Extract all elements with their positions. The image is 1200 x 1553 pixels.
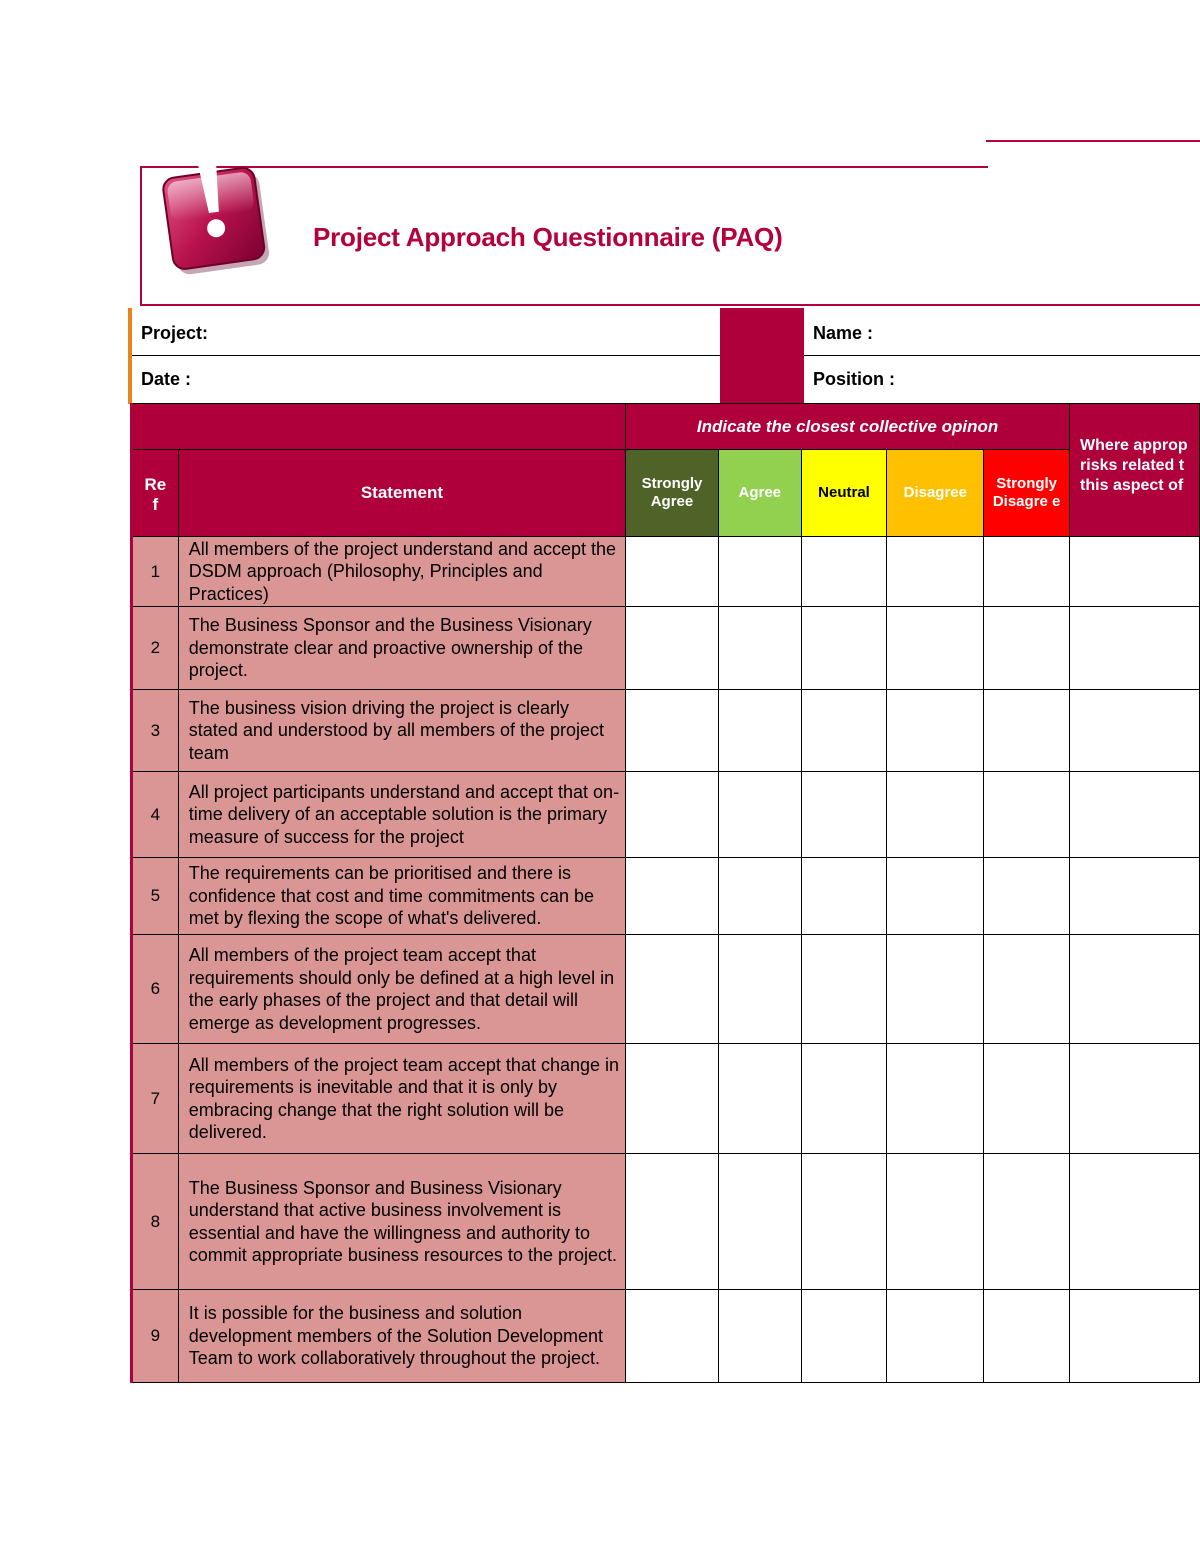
row-statement: The Business Sponsor and Business Visionary understand that active business involvement is essential and have the willingness and authority to commit appropriate business resources to the project.: [178, 1154, 625, 1290]
ref-header: Re f: [132, 450, 179, 537]
risk-notes-cell[interactable]: [1070, 858, 1200, 935]
row-ref: 9: [132, 1290, 179, 1383]
opinion-cell-2[interactable]: [801, 537, 887, 607]
opinion-cell-2[interactable]: [801, 607, 887, 690]
opinion-cell-1[interactable]: [718, 772, 801, 858]
opinion-cell-4[interactable]: [984, 858, 1070, 935]
table-row: [132, 935, 1200, 1044]
header-spacer: [132, 404, 626, 450]
opinion-cell-3[interactable]: [887, 935, 984, 1044]
opinion-cell-0[interactable]: [626, 1044, 719, 1154]
row-statement: The requirements can be prioritised and there is confidence that cost and time commitments can be met by flexing the scope of what's delivered.: [178, 858, 625, 935]
opinion-header-1: Agree: [718, 450, 801, 537]
opinion-cell-1[interactable]: [718, 858, 801, 935]
opinion-cell-1[interactable]: [718, 690, 801, 772]
opinion-cell-0[interactable]: [626, 858, 719, 935]
risk-notes-cell[interactable]: [1070, 690, 1200, 772]
opinion-cell-2[interactable]: [801, 690, 887, 772]
opinion-cell-3[interactable]: [887, 772, 984, 858]
row-ref: 6: [132, 935, 179, 1044]
row-statement: The Business Sponsor and the Business Visionary demonstrate clear and proactive ownership of the project.: [178, 607, 625, 690]
name-field-line: [804, 355, 1200, 356]
opinion-cell-2[interactable]: [801, 935, 887, 1044]
row-statement: All project participants understand and accept that on-time delivery of an acceptable solution is the primary measure of success for the project: [178, 772, 625, 858]
opinion-cell-0[interactable]: [626, 1290, 719, 1383]
opinion-cell-2[interactable]: [801, 1290, 887, 1383]
row-statement: All members of the project team accept that change in requirements is inevitable and that it is only by embracing change that the right solution will be delivered.: [178, 1044, 625, 1154]
opinion-cell-3[interactable]: [887, 607, 984, 690]
risk-notes-cell[interactable]: [1070, 607, 1200, 690]
opinion-cell-1[interactable]: [718, 537, 801, 607]
opinion-cell-3[interactable]: [887, 537, 984, 607]
row-ref: 4: [132, 772, 179, 858]
risk-notes-cell[interactable]: [1070, 537, 1200, 607]
project-label: Project:: [141, 323, 209, 343]
opinion-cell-3[interactable]: [887, 858, 984, 935]
opinion-header: Indicate the closest collective opinon: [626, 404, 1070, 450]
info-accent-bar: [128, 308, 132, 404]
opinion-cell-2[interactable]: [801, 1044, 887, 1154]
opinion-cell-3[interactable]: [887, 1044, 984, 1154]
opinion-cell-4[interactable]: [984, 537, 1070, 607]
opinion-cell-1[interactable]: [718, 935, 801, 1044]
opinion-cell-1[interactable]: [718, 1154, 801, 1290]
opinion-cell-1[interactable]: [718, 1290, 801, 1383]
opinion-cell-4[interactable]: [984, 1044, 1070, 1154]
statement-header: Statement: [178, 450, 625, 537]
where-header: Where approp risks related t this aspect of: [1070, 404, 1200, 537]
opinion-cell-2[interactable]: [801, 772, 887, 858]
exclamation-icon: [158, 158, 276, 276]
questionnaire-table: [130, 403, 1200, 1383]
risk-notes-cell[interactable]: [1070, 1044, 1200, 1154]
table-row: [132, 607, 1200, 690]
opinion-cell-0[interactable]: [626, 690, 719, 772]
opinion-cell-4[interactable]: [984, 935, 1070, 1044]
risk-notes-cell[interactable]: [1070, 1154, 1200, 1290]
opinion-header-4: Strongly Disagre e: [984, 450, 1070, 537]
row-ref: 3: [132, 690, 179, 772]
opinion-cell-0[interactable]: [626, 607, 719, 690]
project-field-line: [132, 355, 720, 356]
row-ref: 1: [132, 537, 179, 607]
table-row: [132, 772, 1200, 858]
opinion-cell-3[interactable]: [887, 1154, 984, 1290]
position-label: Position :: [813, 369, 895, 389]
table-row: [132, 537, 1200, 607]
name-label: Name :: [813, 323, 874, 343]
page-title: Project Approach Questionnaire (PAQ): [313, 222, 783, 252]
table-row: [132, 1290, 1200, 1383]
row-statement: All members of the project team accept that requirements should only be defined at a high level in the early phases of the project and that detail will emerge as development progresses.: [178, 935, 625, 1044]
row-statement: All members of the project understand and accept the DSDM approach (Philosophy, Principles and Practices): [178, 537, 625, 607]
opinion-cell-4[interactable]: [984, 1154, 1070, 1290]
opinion-cell-0[interactable]: [626, 772, 719, 858]
row-ref: 2: [132, 607, 179, 690]
opinion-cell-4[interactable]: [984, 772, 1070, 858]
opinion-cell-1[interactable]: [718, 1044, 801, 1154]
risk-notes-cell[interactable]: [1070, 772, 1200, 858]
opinion-cell-0[interactable]: [626, 935, 719, 1044]
table-row: [132, 1154, 1200, 1290]
row-ref: 5: [132, 858, 179, 935]
opinion-cell-4[interactable]: [984, 690, 1070, 772]
opinion-cell-0[interactable]: [626, 1154, 719, 1290]
table-row: [132, 690, 1200, 772]
opinion-cell-0[interactable]: [626, 537, 719, 607]
opinion-cell-4[interactable]: [984, 1290, 1070, 1383]
risk-notes-cell[interactable]: [1070, 1290, 1200, 1383]
opinion-cell-4[interactable]: [984, 607, 1070, 690]
row-ref: 8: [132, 1154, 179, 1290]
opinion-cell-1[interactable]: [718, 607, 801, 690]
opinion-cell-3[interactable]: [887, 690, 984, 772]
date-label: Date :: [141, 369, 192, 389]
risk-notes-cell[interactable]: [1070, 935, 1200, 1044]
top-rule: [986, 140, 1200, 142]
table-row: [132, 1044, 1200, 1154]
opinion-cell-2[interactable]: [801, 1154, 887, 1290]
opinion-header-0: Strongly Agree: [626, 450, 719, 537]
table-row: [132, 858, 1200, 935]
opinion-header-2: Neutral: [801, 450, 887, 537]
row-statement: It is possible for the business and solution development members of the Solution Development Team to work collaboratively throughout the project.: [178, 1290, 625, 1383]
row-statement: The business vision driving the project is clearly stated and understood by all members of the project team: [178, 690, 625, 772]
opinion-header-3: Disagree: [887, 450, 984, 537]
opinion-cell-2[interactable]: [801, 858, 887, 935]
opinion-cell-3[interactable]: [887, 1290, 984, 1383]
info-separator-block: [720, 308, 804, 404]
row-ref: 7: [132, 1044, 179, 1154]
